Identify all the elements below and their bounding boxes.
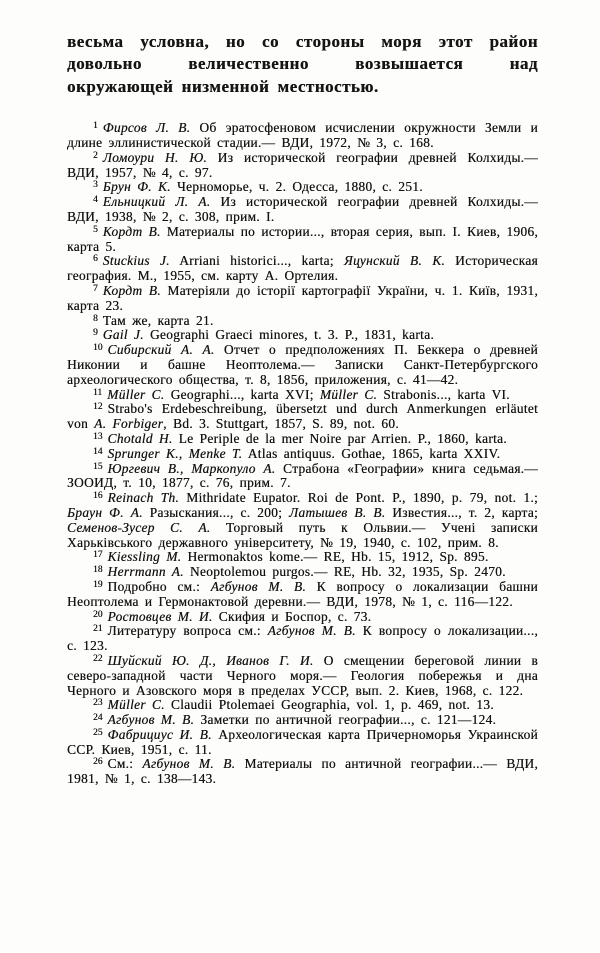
footnotes-list	[67, 121, 538, 787]
footnote-text: Отчет о предположениях П. Беккера о древней Никонии и башне Неоптолема.— Записки Санкт-Петербургского археологического общества, т. 8, 1856, приложения, с. 41—42.	[67, 342, 538, 387]
footnote-4	[67, 195, 538, 225]
footnote-number: 23	[93, 698, 103, 709]
footnote-number: 8	[93, 313, 98, 324]
footnote-16	[67, 491, 538, 550]
footnote-text: Strabonis..., karta VI.	[377, 386, 510, 402]
footnote-6	[67, 254, 538, 284]
footnote-number: 21	[93, 624, 103, 635]
footnote-text: Strabo's Erdebeschreibung, übersetzt und durch Anmerkungen erläutet von	[67, 401, 538, 432]
footnote-text: Подробно см.:	[107, 578, 211, 594]
author-name: A. Forbiger	[94, 416, 164, 432]
footnote-text: Матеріяли до історії картографії України, ч. 1. Київ, 1931, карта 23.	[67, 282, 538, 313]
footnote-text: Из исторической географии древней Колхиды.— ВДИ, 1938, № 2, с. 308, прим. I.	[67, 194, 538, 224]
footnote-25	[67, 728, 538, 758]
author-name: Müller C.	[107, 386, 165, 402]
footnote-text: Mithridate Eupator. Roi de Pont. P., 1890, p. 79, not. 1.;	[179, 490, 538, 506]
footnote-9	[67, 328, 538, 343]
footnote-number: 20	[93, 609, 103, 620]
author-name: Kiessling M.	[107, 549, 182, 565]
author-name: Müller C.	[319, 386, 378, 402]
footnote-text: Археологическая карта Причерноморья Украинской ССР. Киев, 1951, с. 11.	[67, 726, 539, 757]
author-name: Фабрициус И. В.	[107, 726, 212, 742]
footnote-11	[67, 388, 538, 403]
footnote-number: 11	[93, 387, 103, 398]
author-name: Müller C.	[107, 697, 165, 713]
body-paragraph: весьма условна, но со стороны моря этот район довольно величественно возвышается над окружающей низменной местностью.	[67, 32, 538, 96]
footnote-21	[67, 624, 538, 654]
footnote-text: Известия..., т. 2, карта;	[385, 504, 538, 520]
footnote-number: 22	[93, 653, 103, 664]
footnote-text: Le Periple de la mer Noire par Arrien. P., 1860, karta.	[172, 430, 507, 446]
author-name: Шуйский Ю. Д., Иванов Г. И.	[107, 652, 314, 668]
footnote-number: 3	[93, 180, 98, 191]
footnote-text: К вопросу о локализации..., с. 123.	[67, 623, 538, 654]
author-name: Агбунов М. В.	[267, 623, 356, 639]
footnote-number: 15	[93, 461, 103, 472]
footnote-text: К вопросу о локализации башни Неоптолема и Гермонактовой деревни.— ВДИ, 1978, № 1, с. 116—122.	[67, 578, 538, 609]
footnote-text: Заметки по античной географии..., с. 121—124.	[194, 712, 497, 728]
footnote-number: 5	[93, 224, 98, 235]
footnote-text: Разыскания..., с. 200;	[142, 504, 289, 520]
footnote-20	[67, 610, 538, 625]
footnote-text: Историческая география. М., 1955, см. карту А. Ортелия.	[67, 253, 538, 284]
footnote-24	[67, 713, 538, 728]
footnote-number: 1	[93, 121, 98, 132]
footnote-text: О смещении береговой линии в северо-западной части Черного моря.— Геология побережья и дна Черного и Азовского моря в пределах УССР, вып. 2. Киев, 1968, с. 122.	[67, 652, 539, 698]
footnote-text: , Bd. 3. Stuttgart, 1857, S. 89, not. 60.	[163, 416, 399, 432]
footnote-17	[67, 550, 538, 565]
footnote-number: 25	[93, 727, 103, 738]
author-name: Латышев В. В.	[288, 504, 386, 520]
footnote-number: 7	[93, 283, 98, 294]
author-name: Herrmann A.	[107, 564, 184, 580]
footnote-number: 4	[93, 195, 98, 206]
footnote-text: Страбона «Географии» книга седьмая.— ЗООИД, т. 10, 1877, с. 76, прим. 7.	[67, 460, 538, 491]
footnote-23	[67, 698, 538, 713]
footnote-8	[67, 314, 538, 329]
author-name: Яцунский В. К.	[343, 253, 446, 269]
footnote-number: 10	[93, 343, 103, 354]
author-name: Агбунов М. В.	[107, 712, 195, 728]
author-name: Браун Ф. А.	[67, 504, 143, 520]
author-name: Ельницкий Л. А.	[102, 194, 211, 210]
footnote-number: 26	[93, 757, 103, 768]
footnote-text: Geographi..., karta XVI;	[164, 386, 320, 402]
footnote-number: 17	[93, 550, 103, 561]
footnote-15	[67, 462, 538, 492]
author-name: Кордт В.	[102, 282, 161, 298]
footnote-number: 6	[93, 254, 98, 265]
footnote-text: Скифия и Боспор, с. 73.	[212, 608, 372, 624]
author-name: Фирсов Л. В.	[102, 120, 191, 136]
footnote-text: Arriani historici..., karta;	[169, 253, 344, 269]
footnote-13	[67, 432, 538, 447]
author-name: Stuckius J.	[102, 253, 170, 269]
author-name: Сибирский А. А.	[107, 342, 215, 358]
footnote-18	[67, 565, 538, 580]
footnote-26	[67, 757, 538, 787]
footnote-text: Claudii Ptolemaei Geographia, vol. 1, p. 469, not. 13.	[164, 697, 494, 713]
author-name: Gail J.	[102, 327, 144, 343]
footnote-text: Материалы по античной географии...— ВДИ, 1981, № 1, с. 138—143.	[67, 756, 539, 787]
footnote-3	[67, 180, 538, 195]
footnote-14	[67, 447, 538, 462]
author-name: Семенов-Зусер С. А.	[67, 519, 211, 535]
footnote-text: Atlas antiquus. Gothae, 1865, karta XXIV.	[242, 445, 501, 461]
footnote-text: См.:	[107, 756, 143, 772]
author-name: Ростовцев М. И.	[107, 608, 213, 624]
footnote-number: 19	[93, 579, 103, 590]
author-name: Агбунов М. В.	[142, 756, 236, 772]
footnote-number: 14	[93, 446, 103, 457]
author-name: Юргевич В., Маркопуло А.	[107, 460, 276, 476]
footnote-text: Из исторической географии древней Колхиды.— ВДИ, 1957, № 4, с. 97.	[67, 149, 538, 180]
footnote-number: 2	[93, 150, 98, 161]
footnote-number: 24	[93, 713, 103, 724]
author-name: Ломоури Н. Ю.	[102, 149, 207, 165]
author-name: Брун Ф. К.	[102, 179, 171, 195]
footnote-text: Материалы по истории..., вторая серия, вып. I. Киев, 1906, карта 5.	[67, 223, 538, 254]
footnote-10	[67, 343, 538, 387]
footnote-text: Hermonaktos kome.— RE, Hb. 15, 1912, Sp. 895.	[181, 549, 489, 565]
footnote-number: 9	[93, 328, 98, 339]
footnote-22	[67, 654, 538, 698]
footnote-19	[67, 580, 538, 610]
author-name: Агбунов М. В.	[210, 578, 307, 594]
footnote-12	[67, 402, 538, 432]
footnote-5	[67, 225, 538, 255]
footnote-1	[67, 121, 538, 151]
footnote-text: Черноморье, ч. 2. Одесса, 1880, с. 251.	[170, 179, 423, 195]
footnote-2	[67, 151, 538, 181]
footnote-text: Neoptolemou purgos.— RE, Hb. 32, 1935, Sp. 2470.	[183, 564, 506, 580]
author-name: Кордт В.	[102, 223, 161, 239]
footnote-number: 16	[93, 491, 103, 502]
footnote-number: 18	[93, 565, 103, 576]
author-name: Reinach Th.	[107, 490, 180, 506]
footnote-7	[67, 284, 538, 314]
footnote-text: Литературу вопроса см.:	[107, 623, 268, 639]
footnote-text: Geographi Graeci minores, t. 3. P., 1831, karta.	[143, 327, 434, 343]
footnote-text: Торговый путь к Ольвии.— Учені записки Харьківського державного університету, № 19, 1940, с. 102, прим. 8.	[67, 519, 538, 550]
footnote-text: Об эратосфеновом исчислении окружности Земли и длине эллинистической стадии.— ВДИ, 1972, № 3, с. 168.	[67, 120, 538, 151]
footnote-text: Там же, карта 21.	[102, 312, 214, 328]
author-name: Sprunger K., Menke T.	[107, 445, 243, 461]
author-name: Chotald H.	[107, 430, 173, 446]
footnote-number: 13	[93, 431, 103, 442]
footnote-number: 12	[93, 402, 103, 413]
